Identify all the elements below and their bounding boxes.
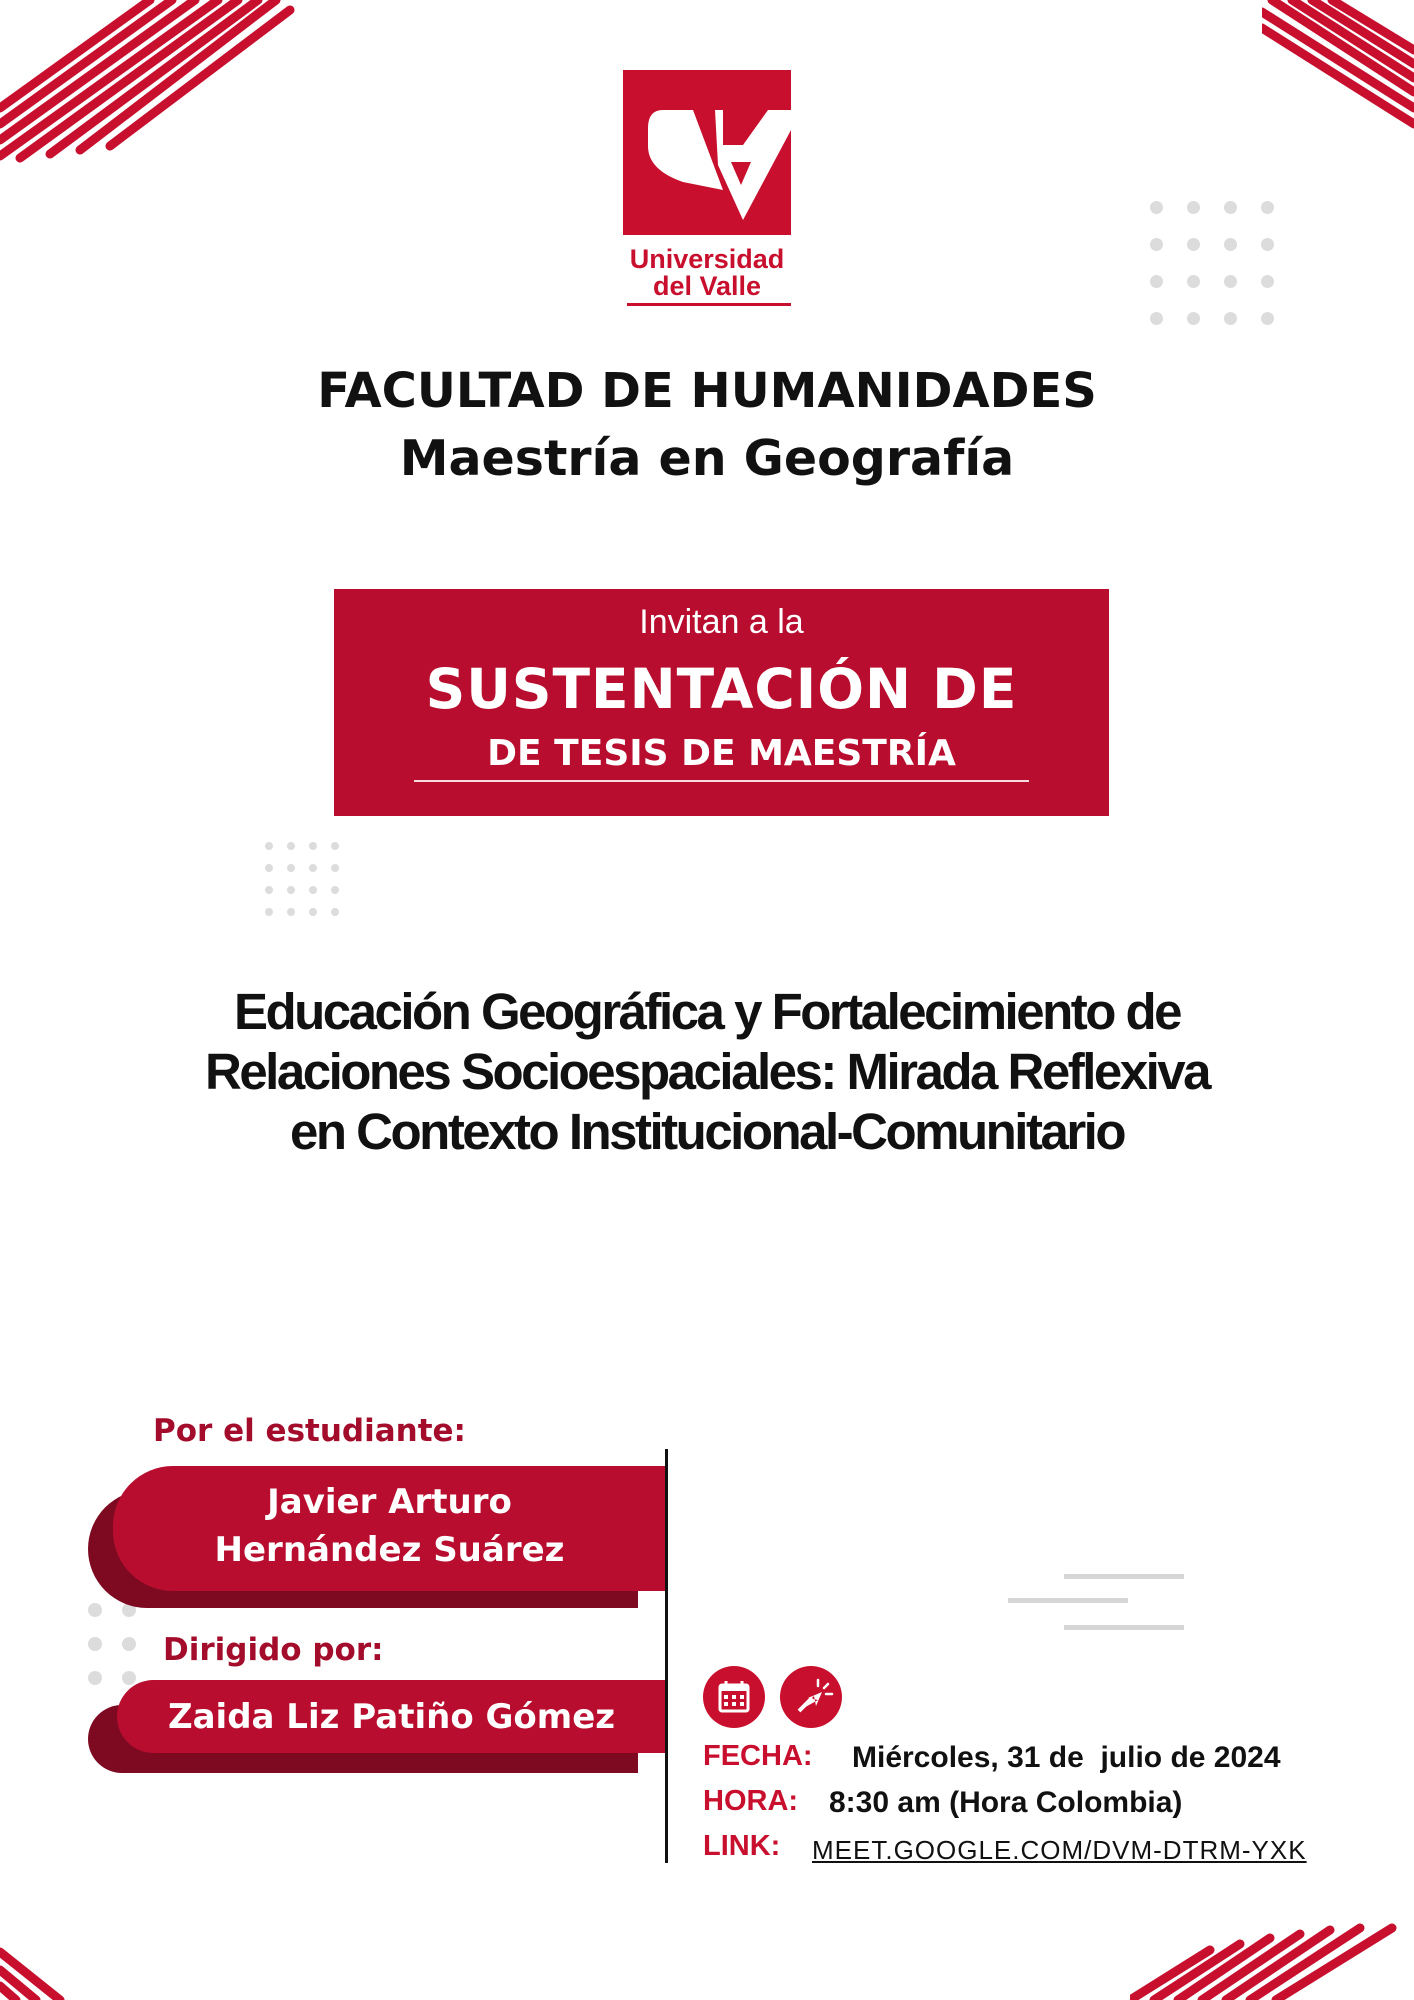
accent-line-3 xyxy=(1064,1625,1184,1630)
date-label: FECHA: xyxy=(703,1740,813,1772)
thesis-title-line1: Educación Geográfica y Fortalecimiento de xyxy=(233,983,1181,1040)
dot-grid-middle-left xyxy=(265,842,339,916)
advisor-name: Zaida Liz Patiño Gómez xyxy=(167,1697,616,1737)
student-name-pill xyxy=(113,1466,666,1591)
link-label: LINK: xyxy=(703,1830,781,1862)
corner-strokes-bottom-right xyxy=(1130,1920,1414,2000)
university-logo xyxy=(623,70,791,235)
thesis-title-line3: en Contexto Institucional-Comunitario xyxy=(290,1103,1124,1160)
student-name-line1: Javier Arturo xyxy=(267,1482,512,1522)
time-label: HORA: xyxy=(703,1785,799,1817)
dot-grid-top-right xyxy=(1150,201,1274,325)
banner-title: SUSTENTACIÓN DE xyxy=(425,657,1018,721)
banner-rule xyxy=(414,780,1029,782)
accent-line-1 xyxy=(1064,1574,1184,1579)
accent-line-2 xyxy=(1008,1598,1128,1603)
program-title: Maestría en Geografía xyxy=(399,430,1015,487)
logo-text-line1: Universidad xyxy=(629,244,785,274)
banner-subtitle: DE TESIS DE MAESTRÍA xyxy=(487,733,956,774)
vertical-divider xyxy=(665,1449,668,1863)
date-value: Miércoles, 31 de julio de 2024 xyxy=(852,1741,1281,1774)
student-label: Por el estudiante: xyxy=(153,1413,466,1449)
meeting-link[interactable]: MEET.GOOGLE.COM/DVM-DTRM-YXK xyxy=(812,1835,1307,1865)
thesis-title-line2: Relaciones Socioespaciales: Mirada Reflexiva xyxy=(204,1043,1210,1100)
advisor-name-pill xyxy=(117,1680,666,1753)
corner-strokes-top-right xyxy=(1262,0,1414,140)
calendar-icon xyxy=(703,1666,765,1728)
dot-grid-bottom-left xyxy=(88,1603,136,1685)
logo-text-line2: del Valle xyxy=(652,271,762,301)
faculty-title: FACULTAD DE HUMANIDADES xyxy=(317,363,1097,419)
cursor-click-icon xyxy=(780,1666,842,1728)
banner-intro: Invitan a la xyxy=(639,603,804,641)
time-value: 8:30 am (Hora Colombia) xyxy=(829,1786,1183,1819)
logo-underline xyxy=(627,303,791,306)
corner-strokes-bottom-left xyxy=(0,1940,80,2000)
thesis-title xyxy=(90,982,1324,1162)
corner-strokes-top-left xyxy=(0,0,300,180)
student-name-line2: Hernández Suárez xyxy=(214,1530,565,1570)
advisor-label: Dirigido por: xyxy=(163,1632,384,1668)
invitation-banner xyxy=(334,589,1109,816)
